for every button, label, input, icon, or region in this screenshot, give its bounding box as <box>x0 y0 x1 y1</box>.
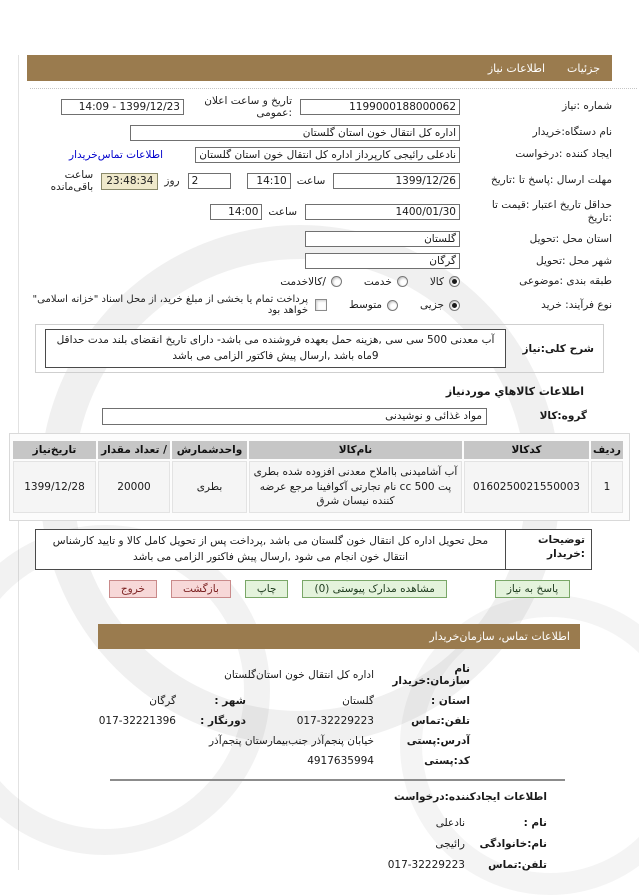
price-validity-row <box>27 199 612 225</box>
goods-section-title: اطلاعات كالاهاي موردنياز <box>445 384 584 398</box>
radio-goods-service-label: /کالاخدمت <box>280 275 326 288</box>
phone-label: تلفن:تماس <box>411 715 470 728</box>
fax-value: 017-32221396 <box>98 715 176 728</box>
deadline-day-label: روز <box>164 175 180 187</box>
buyer-notes-block <box>35 529 592 571</box>
radio-medium[interactable] <box>387 300 398 311</box>
request-creator-section <box>95 791 565 871</box>
deadline-days-input[interactable]: 2 <box>188 173 232 189</box>
cell-goods-name: آب آشامیدنی بااملاح معدنی افزوده شده بطری پت 500 cc نام تجارتی آکوافینا مرجع عرضه کننده نیسان شرق <box>249 461 462 513</box>
remaining-time-box: 23:48:34 <box>101 173 158 190</box>
deadline-hour-label: ساعت <box>296 175 326 187</box>
deadline-date-input[interactable]: 1399/12/26 <box>333 173 460 189</box>
cell-goods-code: 0160250021550003 <box>464 461 589 513</box>
goods-group-input[interactable]: مواد غذائی و نوشیدنی <box>102 408 487 425</box>
creator-first-name-label: نام : <box>523 817 547 830</box>
buyer-contact-section-bar <box>98 624 580 649</box>
phone-value: 017-32229223 <box>296 715 374 728</box>
reply-deadline-row <box>27 169 612 193</box>
city-label: شهر : <box>214 695 246 708</box>
view-attachments-button[interactable]: مشاهده مدارک پیوستی (0) <box>302 580 446 598</box>
deadline-time-input[interactable]: 14:10 <box>247 173 291 189</box>
announce-label: تاریخ و ساعت اعلان :عمومی <box>204 95 292 119</box>
col-goods-code: کدکالا <box>464 441 589 459</box>
cell-row-number: 1 <box>591 461 623 513</box>
buyer-org-label: نام دستگاه:خریدار <box>532 126 612 139</box>
need-number-label: شماره :نیاز <box>562 100 612 113</box>
fax-label: دورنگار : <box>200 715 246 728</box>
col-goods-name: نام‌کالا <box>249 441 462 459</box>
price-validity-label: حداقل تاریخ اعتبار :قیمت تا :تاریخ <box>491 199 612 225</box>
cell-need-date: 1399/12/28 <box>13 461 96 513</box>
process-type-label: نوع فرآیند: خرید <box>541 298 612 311</box>
goods-group-row <box>27 408 587 425</box>
respond-to-need-button[interactable]: پاسخ به نیاز <box>495 580 570 598</box>
delivery-city-row <box>27 253 612 269</box>
delivery-city-label: شهر محل :تحویل <box>536 254 612 267</box>
buyer-contact-section <box>98 663 580 767</box>
col-count-unit: واحدشمارش <box>172 441 247 459</box>
treasury-checkbox-label: پرداخت تمام یا بخشی از مبلغ خرید، از محل اسناد "خزانه اسلامی" خواهد بود <box>32 294 309 317</box>
radio-goods-service[interactable] <box>331 276 342 287</box>
delivery-province-row <box>27 231 612 247</box>
treasury-checkbox[interactable] <box>315 299 327 311</box>
action-button-row <box>40 580 639 598</box>
print-button[interactable]: چاپ <box>245 580 289 598</box>
radio-minor[interactable] <box>449 300 460 311</box>
col-quantity: / تعداد مقدار <box>98 441 170 459</box>
postal-code-value: 4917635994 <box>307 755 374 768</box>
request-creator-input[interactable]: نادعلی رائیجی کارپرداز اداره کل انتقال خون استان گلستان <box>195 147 460 163</box>
creator-last-name-label: نام:خانوادگی <box>479 838 547 851</box>
classification-row <box>27 275 612 288</box>
creator-phone-label: تلفن:تماس <box>488 859 547 872</box>
reply-deadline-label: مهلت ارسال :پاسخ تا :تاریخ <box>490 174 612 187</box>
creator-phone-value: 017-32229223 <box>387 859 465 872</box>
delivery-province-input[interactable]: گلستان <box>305 231 460 247</box>
city-value: گرگان <box>149 695 176 708</box>
address-value: خیابان پنجم‌آذر جنب‌بیمارستان پنجم‌آذر <box>208 735 374 748</box>
section-divider <box>110 779 565 781</box>
announce-datetime-input[interactable]: 1399/12/23 - 14:09 <box>61 99 184 115</box>
address-label: آدرس:پستی <box>406 735 470 748</box>
radio-medium-label: متوسط <box>349 299 383 312</box>
tab-need-info[interactable]: اطلاعات نیاز <box>487 61 546 75</box>
need-number-row <box>27 95 612 119</box>
request-creator-row <box>27 147 612 163</box>
price-validity-time-input[interactable]: 14:00 <box>210 204 262 220</box>
radio-goods-label: کالا <box>429 275 444 288</box>
delivery-city-input[interactable]: گرگان <box>305 253 460 269</box>
tab-details[interactable]: جزئیات <box>567 61 600 75</box>
creator-first-name-value: نادعلی <box>435 817 465 830</box>
creator-last-name-value: رائیجی <box>435 838 465 851</box>
need-number-input[interactable]: 1199000188000062 <box>300 99 460 115</box>
need-description-box[interactable]: آب معدنی 500 سی سی ,هزینه حمل بعهده فروشنده می باشد- دارای تاریخ انقضای بلند مدت حداقل 9ماه باشد ,ارسال پیش فاکتور الزامی می باشد <box>45 329 506 367</box>
buyer-org-input[interactable]: اداره کل انتقال خون استان گلستان <box>130 125 460 141</box>
need-description-block <box>35 324 604 372</box>
radio-service[interactable] <box>397 276 408 287</box>
exit-button[interactable]: خروج <box>109 580 157 598</box>
goods-table-wrap <box>9 433 630 521</box>
province-value: گلستان <box>342 695 374 708</box>
radio-service-label: خدمت <box>363 275 392 288</box>
goods-group-label: گروه:کالا <box>539 410 587 423</box>
section-tab-bar <box>27 55 612 81</box>
remaining-time-label: ساعت باقی‌مانده <box>50 169 94 193</box>
need-description-label: شرح کلی:نیاز <box>522 342 594 355</box>
province-label: استان : <box>431 695 470 708</box>
buyer-notes-label: توضیحات :خریدار <box>505 530 591 570</box>
org-name-label: نام سازمان:خریدار <box>392 663 470 688</box>
back-button[interactable]: بازگشت <box>171 580 231 598</box>
radio-goods[interactable] <box>449 276 460 287</box>
buyer-org-row <box>27 125 612 141</box>
radio-minor-label: جزیی <box>420 299 444 312</box>
price-validity-hour-label: ساعت <box>268 206 297 219</box>
cell-count-unit: بطری <box>172 461 247 513</box>
goods-table <box>11 439 625 515</box>
postal-code-label: کد:پستی <box>424 755 470 768</box>
org-name-value: اداره کل انتقال خون استان‌گلستان <box>224 669 374 682</box>
col-need-date: تاریخ‌نیاز <box>13 441 96 459</box>
request-creator-section-title: اطلاعات ایجادکننده:درخواست <box>394 791 547 804</box>
col-row-number: ردیف <box>591 441 623 459</box>
request-creator-label: ایجاد کننده :درخواست <box>515 148 612 161</box>
process-type-row <box>27 294 612 316</box>
classification-label: طبقه بندی :موضوعی <box>519 275 612 288</box>
cell-quantity: 20000 <box>98 461 170 513</box>
buyer-notes-text[interactable]: محل تحویل اداره کل انتقال خون گلستان می باشد ,پرداخت پس از تحویل کامل کالا و تایید کارشناس انتقال خون انجام می شود ,ارسال پیش فاکتور الزامی می باشد <box>52 534 489 563</box>
goods-table-header-row <box>13 441 623 459</box>
table-row <box>13 461 623 513</box>
price-validity-date-input[interactable]: 1400/01/30 <box>305 204 460 220</box>
buyer-contact-link[interactable]: اطلاعات تماس‌خریدار <box>69 149 163 161</box>
delivery-province-label: استان محل :تحویل <box>529 232 612 245</box>
buyer-contact-section-title: اطلاعات تماس، سازمان‌خریدار <box>429 630 570 644</box>
